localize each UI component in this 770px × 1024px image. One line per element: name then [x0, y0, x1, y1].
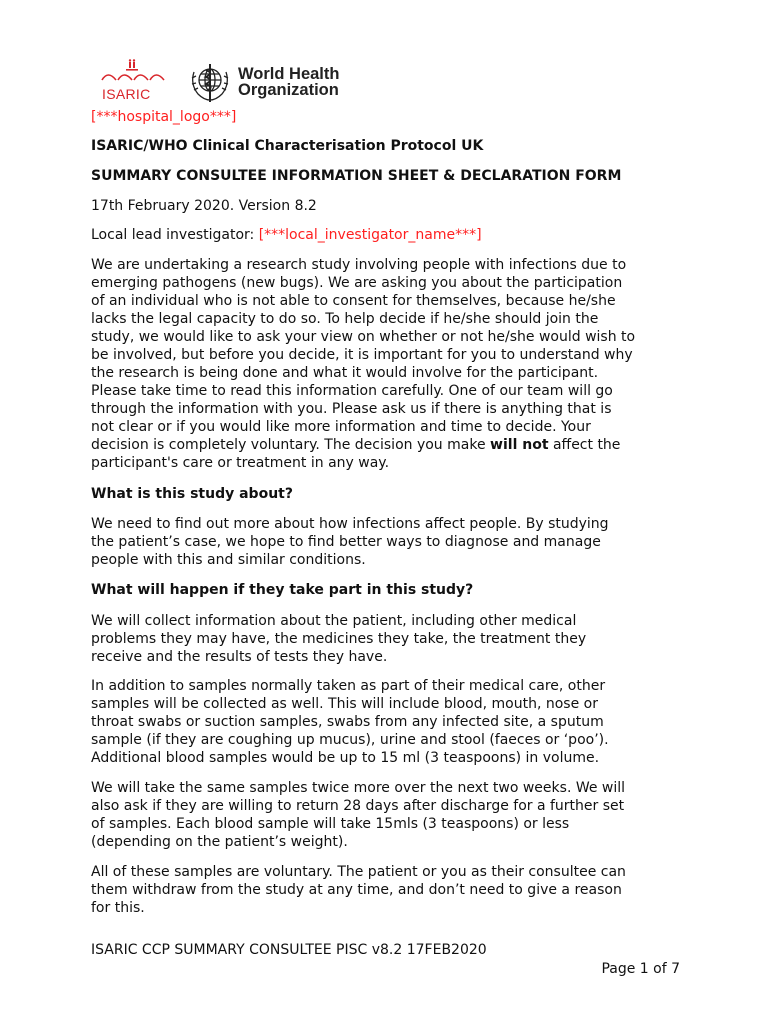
who-emblem-icon: [188, 60, 232, 104]
section-heading-about: What is this study about?: [91, 486, 293, 502]
document-title: ISARIC/WHO Clinical Characterisation Protocol UK: [91, 138, 484, 154]
hospital-logo-placeholder: [***hospital_logo***]: [91, 109, 237, 125]
who-line1: World Health: [238, 65, 340, 83]
footer-document-reference: ISARIC CCP SUMMARY CONSULTEE PISC v8.2 17FEB2020: [91, 942, 487, 958]
section-heading-participation: What will happen if they take part in this study?: [91, 582, 474, 598]
isaric-logo: [96, 58, 176, 104]
participation-paragraph-3: We will take the same samples twice more over the next two weeks. We will also ask if they are willing to return 28 days after discharge for a further set of samples. Each blood sample will take 15mls (3 teaspoons) or less (depending on the patient’s weight).: [91, 780, 626, 850]
section-about-body: We need to find out more about how infections affect people. By studying the patient’s case, we hope to find better ways to diagnose and manage people with this and similar conditions.: [91, 516, 609, 568]
who-line2: Organization: [238, 81, 339, 99]
investigator-line: [91, 226, 691, 244]
logo-area: [92, 58, 352, 108]
document-subtitle: SUMMARY CONSULTEE INFORMATION SHEET & DECLARATION FORM: [91, 168, 622, 184]
investigator-placeholder: [***local_investigator_name***]: [258, 227, 482, 243]
footer-page-number: Page 1 of 7: [601, 961, 680, 977]
intro-text-end: affect the participant's care or treatment in any way.: [91, 437, 621, 471]
intro-bold-text: will not: [490, 437, 549, 453]
intro-paragraph: [91, 256, 691, 472]
version-line: 17th February 2020. Version 8.2: [91, 198, 317, 214]
participation-paragraph-1: We will collect information about the patient, including other medical problems they may have, the medicines they take, the treatment they receive and the results of tests they have.: [91, 613, 587, 665]
participation-paragraph-2: In addition to samples normally taken as part of their medical care, other samples will be collected as well. This will include blood, mouth, nose or throat swabs or suction samples, swabs from any infected site, a sputum sample (if they are coughing up mucus), urine and stool (faeces or ‘poo’). Additional blood samples would be up to 15 ml (3 teaspoons) in volume.: [91, 678, 609, 766]
participation-paragraph-4: All of these samples are voluntary. The patient or you as their consultee can them withdraw from the study at any time, and don’t need to give a reason for this.: [91, 864, 626, 916]
who-wordmark: [238, 66, 339, 98]
intro-text-start: We are undertaking a research study involving people with infections due to emerging pathogens (new bugs). We are asking you about the participation of an individual who is not able to consent for themselves, because he/she lacks the legal capacity to do so. To help decide if he/she should join the study, we would like to ask your view on whether or not he/she would wish to be involved, but before you decide, it is important for you to understand why the research is being done and what it would involve for the participant. Please take time to read this information carefully. One of our team will go through the information with you. Please ask us if there is anything that is not clear or if you would like more information and time to decide. Your decision is completely voluntary. The decision you make: [91, 257, 636, 453]
investigator-label: Local lead investigator:: [91, 227, 259, 243]
isaric-arcs-icon: [96, 58, 176, 88]
isaric-label: ISARIC: [102, 86, 151, 102]
